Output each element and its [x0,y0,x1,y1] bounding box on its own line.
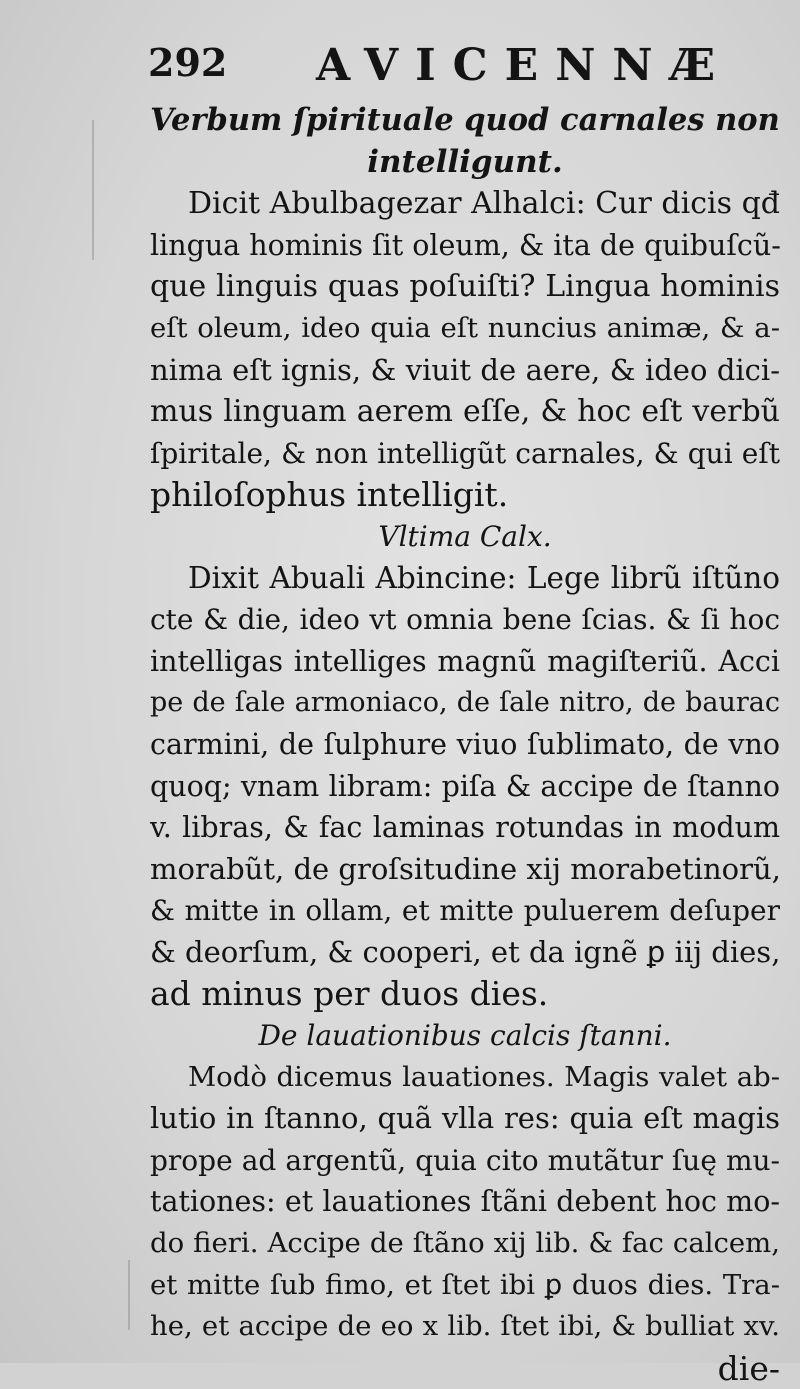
text-line: Modò dicemus lauationes. Magis valet ab- [188,1060,780,1093]
section-heading: De lauationibus calcis ſtanni. [258,1019,672,1053]
text-line: nima eſt ignis, & viuit de aere, & ideo dici- [150,352,780,387]
text-line: mus linguam aerem eſſe, & hoc eſt verbũ [150,394,780,430]
text-line: v. libras, & fac laminas rotundas in modum [150,811,780,845]
paper-crease [128,1260,130,1330]
catchword: die- [717,1348,780,1388]
text-line: tationes: et lauationes ſtãni debent hoc mo- [150,1185,780,1219]
section-heading-continued: intelligunt. [367,143,563,180]
text-line: & deorſum, & cooperi, et da ignẽ ꝑ iij dies, [150,934,781,969]
text-line: lingua hominis ſit oleum, & ita de quibuſcũ- [150,228,781,262]
text-block [150,100,780,1389]
text-line: carmini, de ſulphure viuo ſublimato, de vno [150,727,780,761]
text-line: ad minus per duos dies. [150,974,549,1014]
page-header [148,40,733,100]
text-line: Dixit Abuali Abincine: Lege librũ iſtũno [188,560,780,595]
text-line: pe de ſale armoniaco, de ſale nitro, de baurac [150,687,780,719]
text-line: ſpiritale, & non intelligũt carnales, & qui eſt [150,436,780,470]
page-number: 292 [148,40,228,85]
text-line: philoſophus intelligit. [150,475,509,515]
running-head: AVICENNÆ [316,40,733,91]
text-line: prope ad argentũ, quia cito mutãtur ſuę mu- [150,1143,780,1177]
section-heading: Verbum ſpirituale quod carnales non [150,102,780,138]
text-line: Dicit Abulbagezar Alhalci: Cur dicis qđ [188,186,780,222]
text-line: lutio in ſtanno, quã vlla res: quia eſt magis [150,1101,780,1136]
text-line: he, et accipe de eo x lib. ſtet ibi, & bulliat xv. [150,1310,780,1343]
text-line: que linguis quas poſuiſti? Lingua hominis [150,269,780,305]
paper-crease [92,120,94,260]
text-line: morabũt, de groſsitudine xij morabetinorũ, [150,851,781,886]
section-heading: Vltima Calx. [378,519,552,553]
text-line: et mitte ſub fimo, et ſtet ibi ꝑ duos dies. Tra- [150,1268,780,1301]
text-line: cte & die, ideo vt omnia bene ſcias. & ſi hoc [150,603,780,637]
text-line: & mitte in ollam, et mitte puluerem deſuper [150,894,780,928]
text-line: do fieri. Accipe de ſtãno xij lib. & fac calcem, [150,1227,780,1260]
text-line: eſt oleum, ideo quia eſt nuncius animæ, & a- [150,311,780,344]
text-line: intelligas intelliges magnũ magiſteriũ. Acci [150,644,780,678]
text-line: quoq; vnam libram: piſa & accipe de ſtanno [150,769,780,803]
